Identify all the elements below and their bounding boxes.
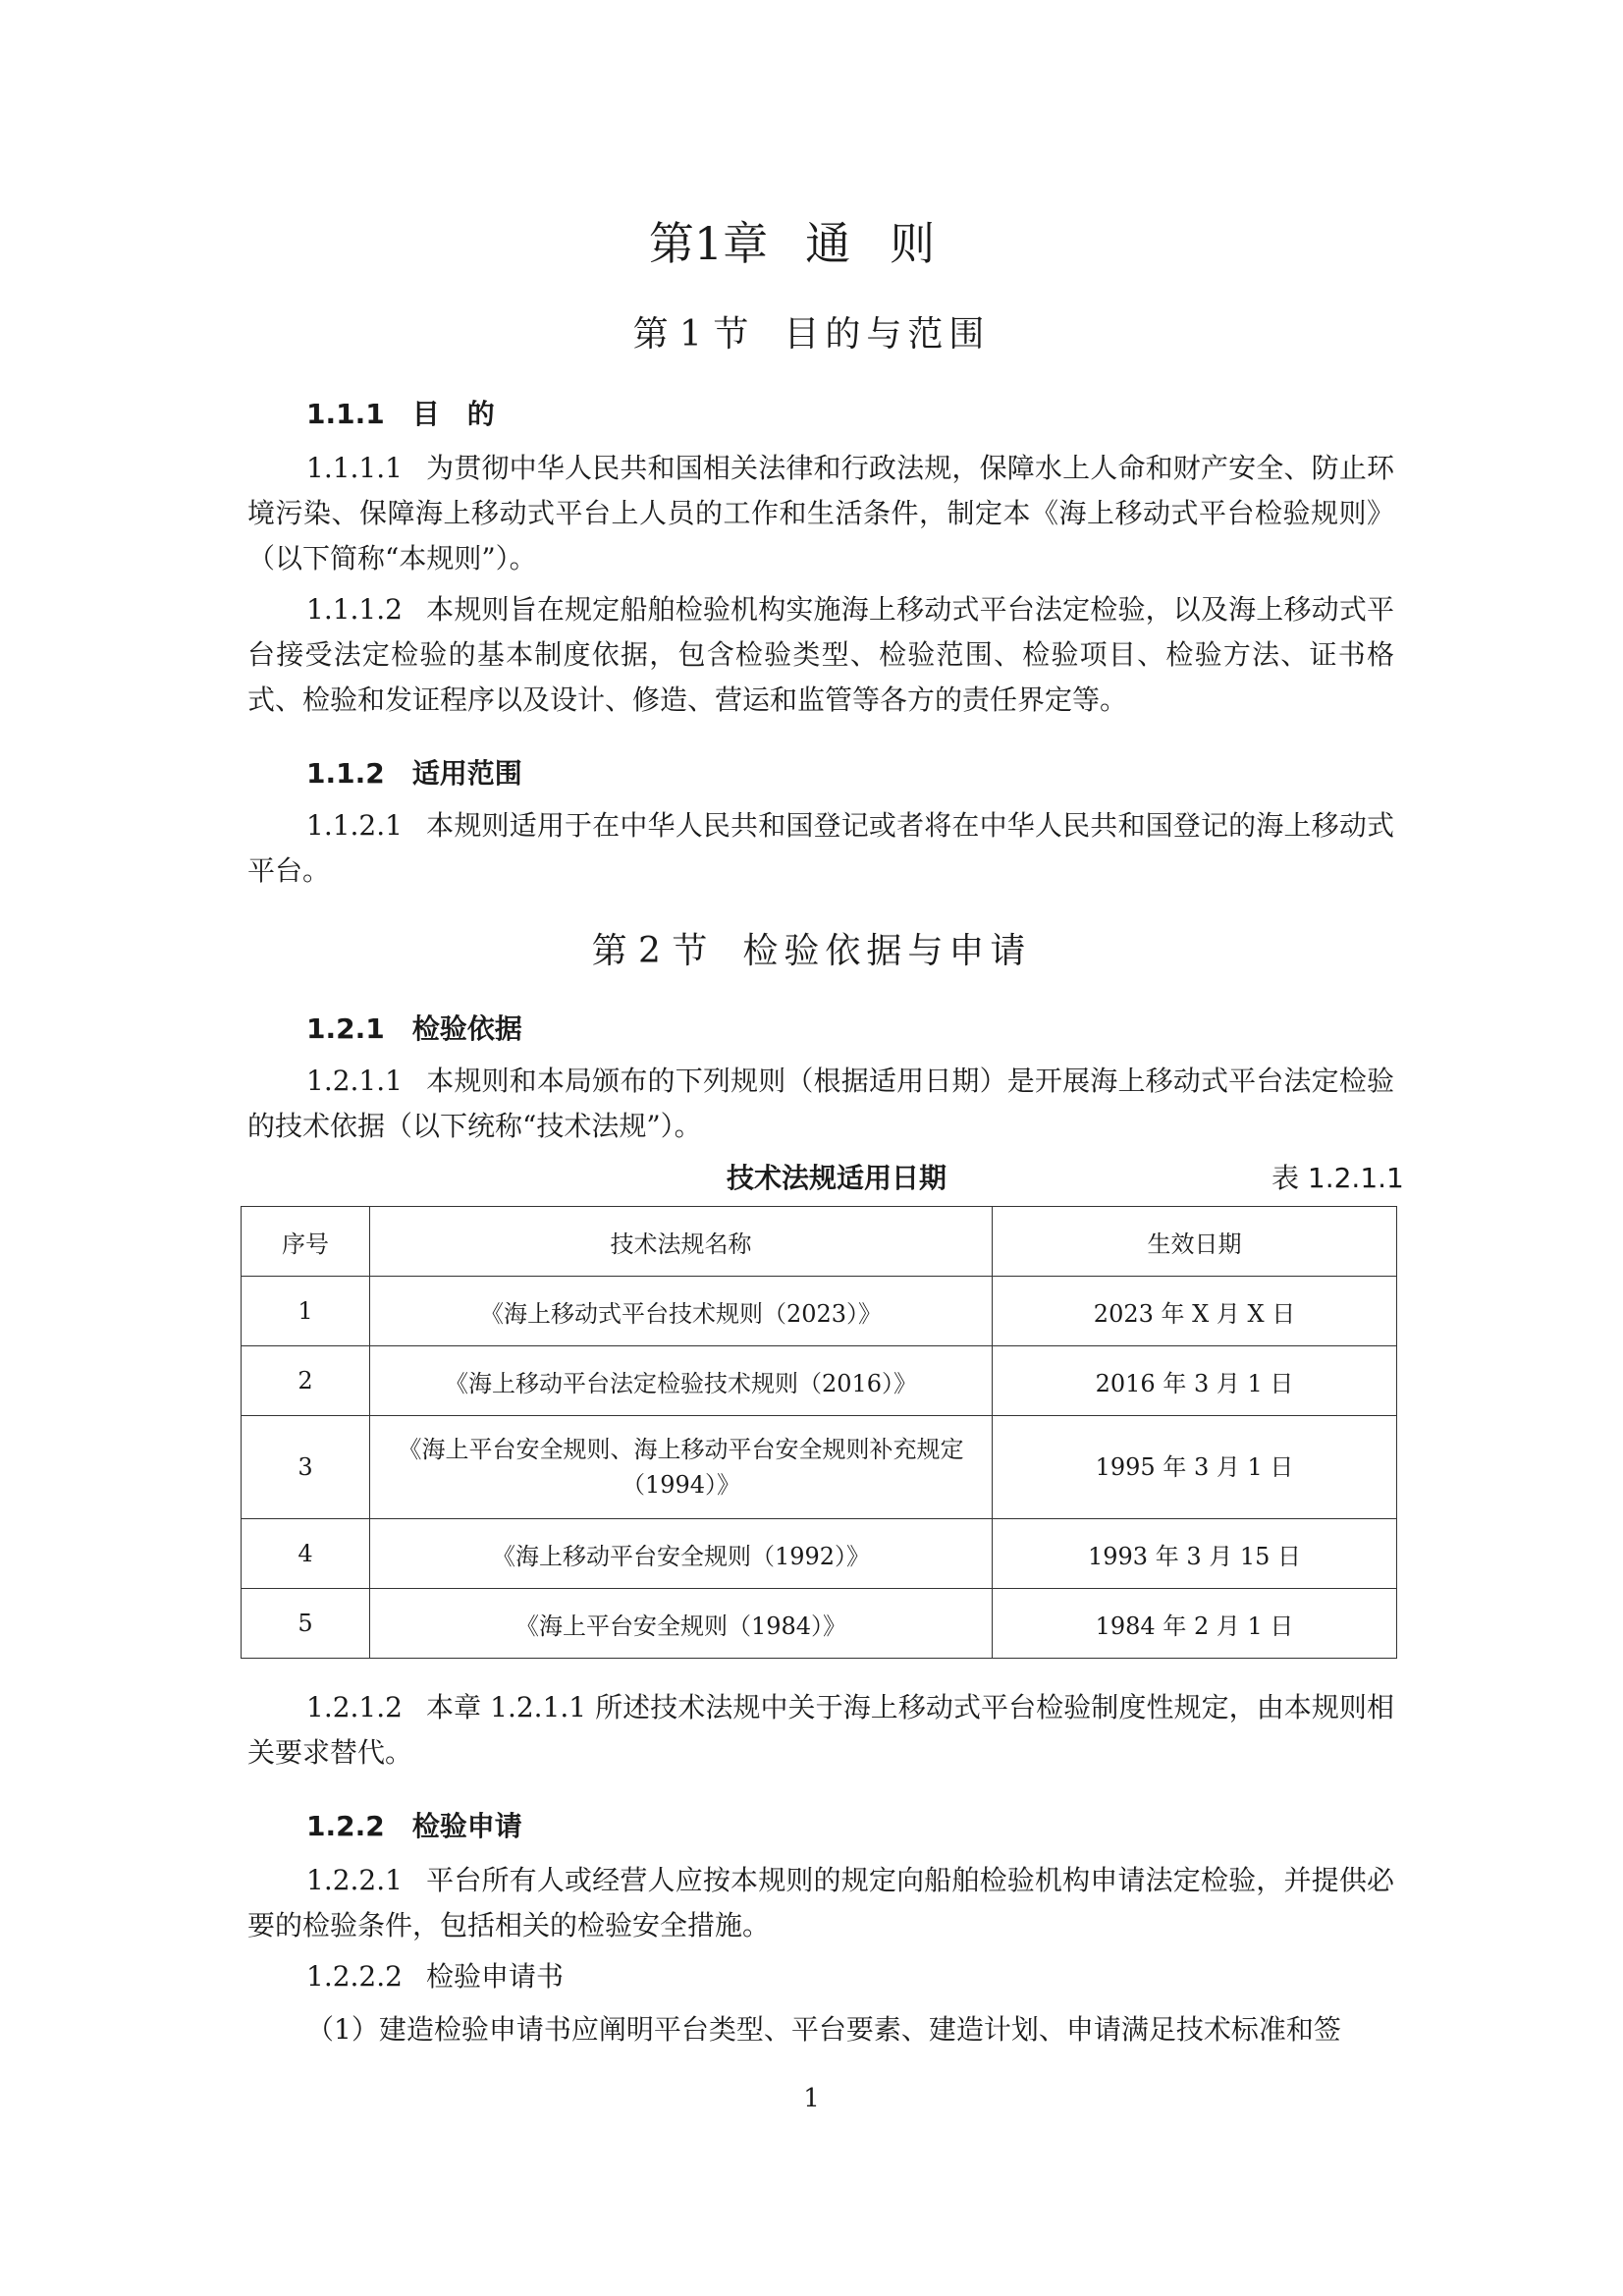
heading-1-1-2 bbox=[306, 752, 522, 792]
table-row bbox=[242, 1416, 1397, 1519]
cell-date: 1984 年 2 月 1 日 bbox=[993, 1589, 1397, 1659]
paragraph-list-item-1 bbox=[247, 2007, 1394, 2052]
page-number: 1 bbox=[803, 2084, 820, 2113]
paragraph-number: 1.2.2.2 bbox=[306, 1960, 403, 1993]
heading-1-1-1-title: 目 的 bbox=[411, 398, 495, 430]
cell-name: 《海上移动平台安全规则（1992）》 bbox=[370, 1519, 993, 1589]
header-no: 序号 bbox=[242, 1207, 370, 1277]
paragraph-1-2-2-1 bbox=[247, 1858, 1394, 1948]
cell-name: 《海上平台安全规则、海上移动平台安全规则补充规定（1994）》 bbox=[370, 1416, 993, 1519]
heading-1-2-2 bbox=[306, 1805, 522, 1844]
paragraph-text: 检验申请书 bbox=[425, 1960, 564, 1993]
header-name: 技术法规名称 bbox=[370, 1207, 993, 1277]
paragraph-text: 本规则适用于在中华人民共和国登记或者将在中华人民共和国登记的海上移动式平台。 bbox=[247, 809, 1394, 887]
heading-1-1-1 bbox=[306, 393, 495, 432]
cell-no: 3 bbox=[242, 1416, 370, 1519]
paragraph-text: 本规则和本局颁布的下列规则（根据适用日期）是开展海上移动式平台法定检验的技术依据（以下统称“技术法规”）。 bbox=[247, 1065, 1394, 1142]
cell-no: 2 bbox=[242, 1346, 370, 1416]
paragraph-1-1-1-2 bbox=[247, 587, 1394, 723]
heading-1-2-1-title: 检验依据 bbox=[411, 1012, 522, 1045]
table-row bbox=[242, 1346, 1397, 1416]
section-1-name: 目的与范围 bbox=[784, 314, 991, 355]
cell-date: 2023 年 X 月 X 日 bbox=[993, 1277, 1397, 1346]
table-row bbox=[242, 1589, 1397, 1659]
chapter-label: 第1章 bbox=[648, 217, 769, 270]
cell-name: 《海上平台安全规则（1984）》 bbox=[370, 1589, 993, 1659]
chapter-name: 通则 bbox=[805, 217, 975, 270]
heading-1-2-1-num: 1.2.1 bbox=[306, 1012, 385, 1045]
heading-1-2-2-num: 1.2.2 bbox=[306, 1810, 385, 1842]
heading-1-2-2-title: 检验申请 bbox=[411, 1810, 522, 1842]
paragraph-number: 1.1.1.1 bbox=[306, 452, 403, 484]
heading-1-2-1 bbox=[306, 1008, 522, 1047]
cell-no: 4 bbox=[242, 1519, 370, 1589]
table-row bbox=[242, 1519, 1397, 1589]
cell-no: 1 bbox=[242, 1277, 370, 1346]
paragraph-number: 1.2.2.1 bbox=[306, 1864, 403, 1896]
cell-name: 《海上移动平台法定检验技术规则（2016）》 bbox=[370, 1346, 993, 1416]
paragraph-1-2-1-1 bbox=[247, 1059, 1394, 1149]
paragraph-1-2-1-2 bbox=[247, 1685, 1394, 1776]
heading-1-1-2-num: 1.1.2 bbox=[306, 757, 385, 790]
table-row bbox=[242, 1277, 1397, 1346]
section-2-title bbox=[0, 923, 1623, 973]
paragraph-number: 1.1.1.2 bbox=[306, 593, 403, 626]
heading-1-1-1-num: 1.1.1 bbox=[306, 398, 385, 430]
table-number: 表 1.2.1.1 bbox=[1271, 1162, 1404, 1194]
cell-no: 5 bbox=[242, 1589, 370, 1659]
paragraph-text: 为贯彻中华人民共和国相关法律和行政法规，保障水上人命和财产安全、防止环境污染、保障海上移动式平台上人员的工作和生活条件，制定本《海上移动式平台检验规则》（以下简称“本规则”）。 bbox=[247, 452, 1394, 574]
paragraph-text: 本规则旨在规定船舶检验机构实施海上移动式平台法定检验，以及海上移动式平台接受法定检验的基本制度依据，包含检验类型、检验范围、检验项目、检验方法、证书格式、检验和发证程序以及设计、修造、营运和监管等各方的责任界定等。 bbox=[247, 593, 1394, 716]
cell-date: 1995 年 3 月 1 日 bbox=[993, 1416, 1397, 1519]
header-date: 生效日期 bbox=[993, 1207, 1397, 1277]
section-2-name: 检验依据与申请 bbox=[742, 931, 1032, 971]
cell-date: 1993 年 3 月 15 日 bbox=[993, 1519, 1397, 1589]
section-2-label: 第 2 节 bbox=[591, 931, 708, 971]
cell-name: 《海上移动式平台技术规则（2023）》 bbox=[370, 1277, 993, 1346]
cell-date: 2016 年 3 月 1 日 bbox=[993, 1346, 1397, 1416]
paragraph-text: 平台所有人或经营人应按本规则的规定向船舶检验机构申请法定检验，并提供必要的检验条件，包括相关的检验安全措施。 bbox=[247, 1864, 1394, 1941]
chapter-title bbox=[0, 208, 1623, 273]
paragraph-number: 1.2.1.2 bbox=[306, 1691, 403, 1723]
paragraph-1-1-2-1 bbox=[247, 803, 1394, 894]
section-1-title bbox=[0, 306, 1623, 356]
heading-1-1-2-title: 适用范围 bbox=[411, 757, 522, 790]
section-1-label: 第 1 节 bbox=[632, 314, 749, 355]
paragraph-1-2-2-2 bbox=[247, 1954, 1394, 1999]
paragraph-1-1-1-1 bbox=[247, 446, 1394, 581]
table-header-row bbox=[242, 1207, 1397, 1277]
paragraph-number: 1.1.2.1 bbox=[306, 809, 403, 842]
paragraph-text: 本章 1.2.1.1 所述技术法规中关于海上移动式平台检验制度性规定，由本规则相关要求替代。 bbox=[247, 1691, 1394, 1769]
paragraph-text: （1）建造检验申请书应阐明平台类型、平台要素、建造计划、申请满足技术标准和签 bbox=[306, 2013, 1341, 2046]
paragraph-number: 1.2.1.1 bbox=[306, 1065, 403, 1097]
table-caption: 技术法规适用日期 bbox=[727, 1162, 947, 1194]
regulations-table bbox=[241, 1206, 1397, 1659]
